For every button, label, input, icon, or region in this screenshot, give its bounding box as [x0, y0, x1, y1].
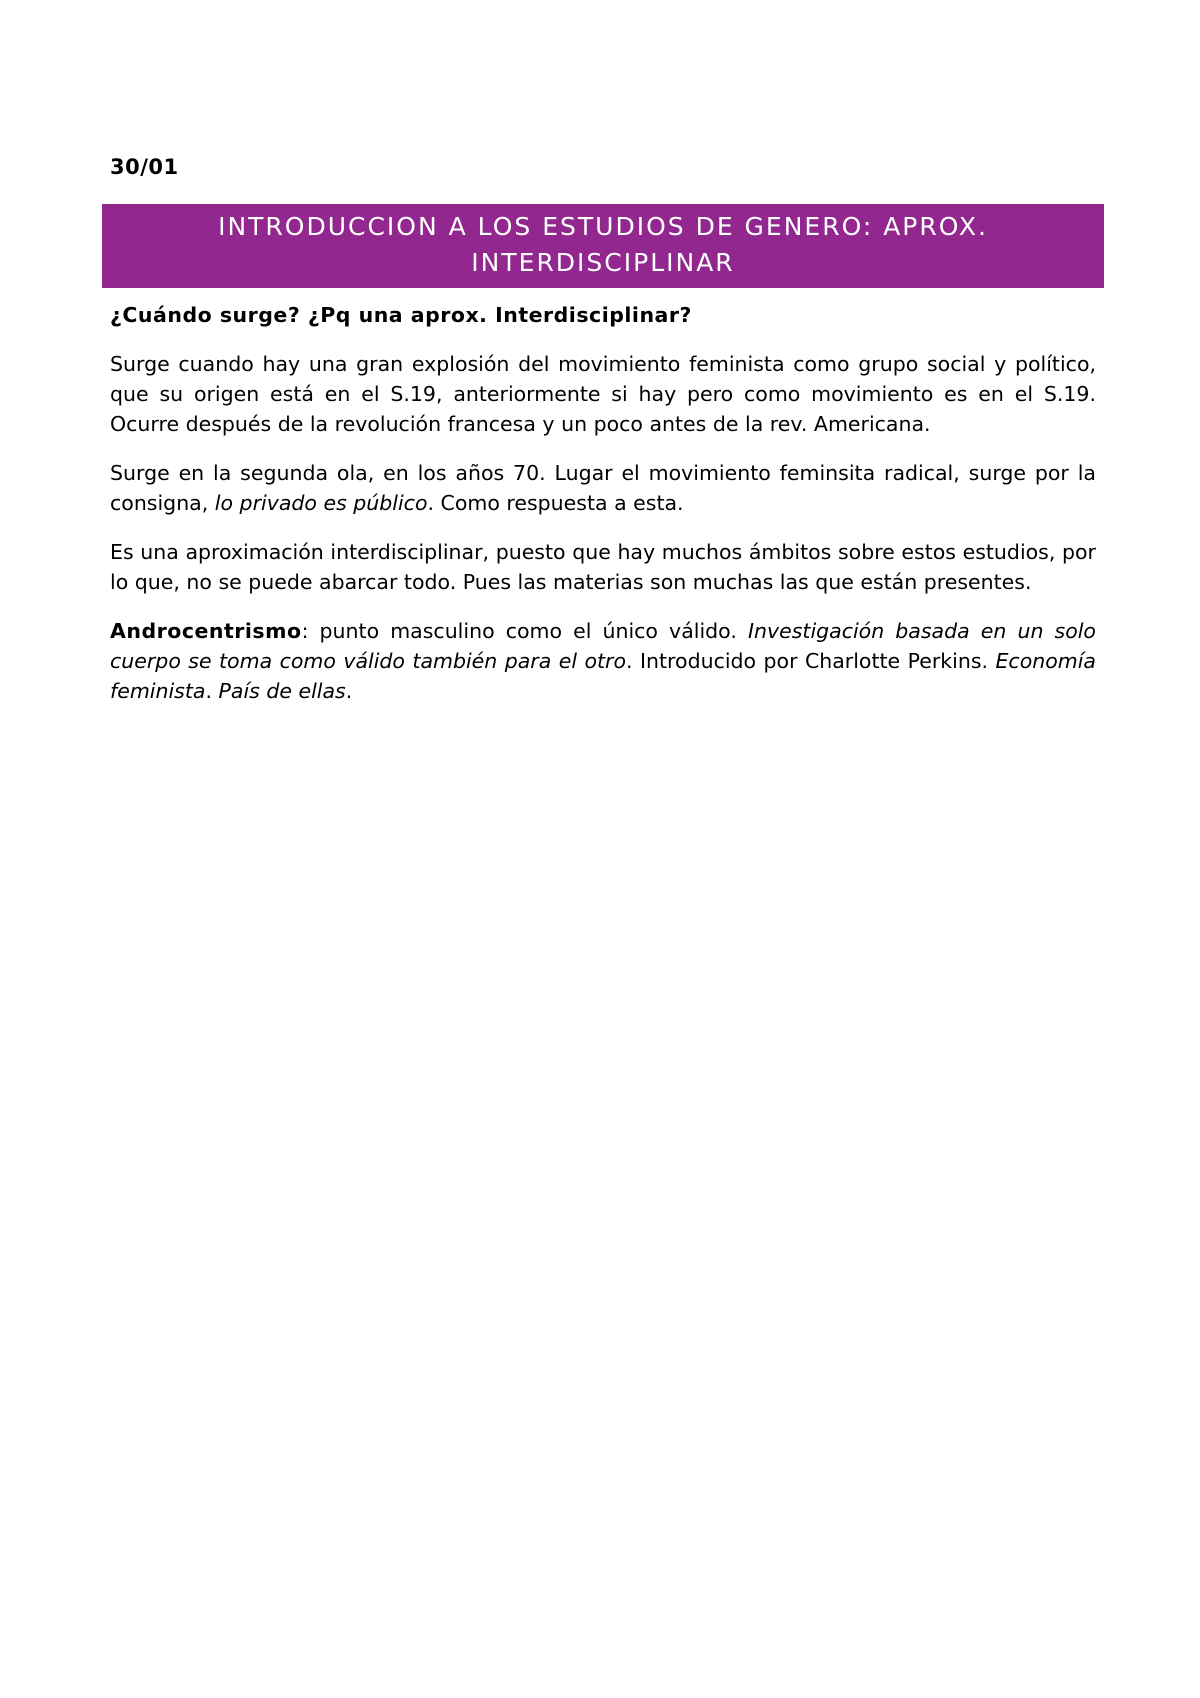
paragraph-origin: Surge cuando hay una gran explosión del movimiento feminista como grupo social y político, que su origen está en el S.19, anteriormente si hay pero como movimiento es en el S.19. Ocurre después de la revolución francesa y un poco antes de la rev. Americana.	[110, 352, 1096, 436]
paragraph-second-wave-end: . Como respuesta a esta.	[427, 491, 684, 515]
term-androcentrism: Androcentrismo	[110, 619, 302, 643]
text-end-period: .	[345, 679, 353, 703]
paragraph-second-wave-text: Surge en la segunda ola, en los años 70. Lugar el movimiento feminsita radical, surge por la consigna,	[110, 461, 1096, 515]
text-introduced-by: . Introducido por Charlotte Perkins.	[626, 649, 996, 673]
document-body	[110, 300, 1096, 725]
text-separator: .	[205, 679, 219, 703]
italic-feminist-economy: Economía feminista	[110, 649, 1096, 703]
paragraph-interdisciplinary: Es una aproximación interdisciplinar, puesto que hay muchos ámbitos sobre estos estudios, por lo que, no se puede abarcar todo. Pues las materias son muchas las que están presentes.	[110, 540, 1096, 594]
slogan-italic: lo privado es público	[214, 491, 428, 515]
date-heading: 30/01	[110, 155, 179, 179]
italic-pais-de-ellas: País de ellas	[218, 679, 346, 703]
term-definition: : punto masculino como el único válido.	[301, 619, 748, 643]
paragraph-second-wave	[110, 458, 1096, 518]
title-line-1: INTRODUCCION A LOS ESTUDIOS DE GENERO: APROX.	[218, 212, 988, 241]
title-banner	[102, 204, 1104, 288]
title-line-2: INTERDISCIPLINAR	[471, 248, 735, 277]
paragraph-androcentrism	[110, 616, 1096, 706]
section-question: ¿Cuándo surge? ¿Pq una aprox. Interdisciplinar?	[110, 303, 692, 327]
italic-research: Investigación basada en un solo cuerpo se toma como válido también para el otro	[110, 619, 1096, 673]
